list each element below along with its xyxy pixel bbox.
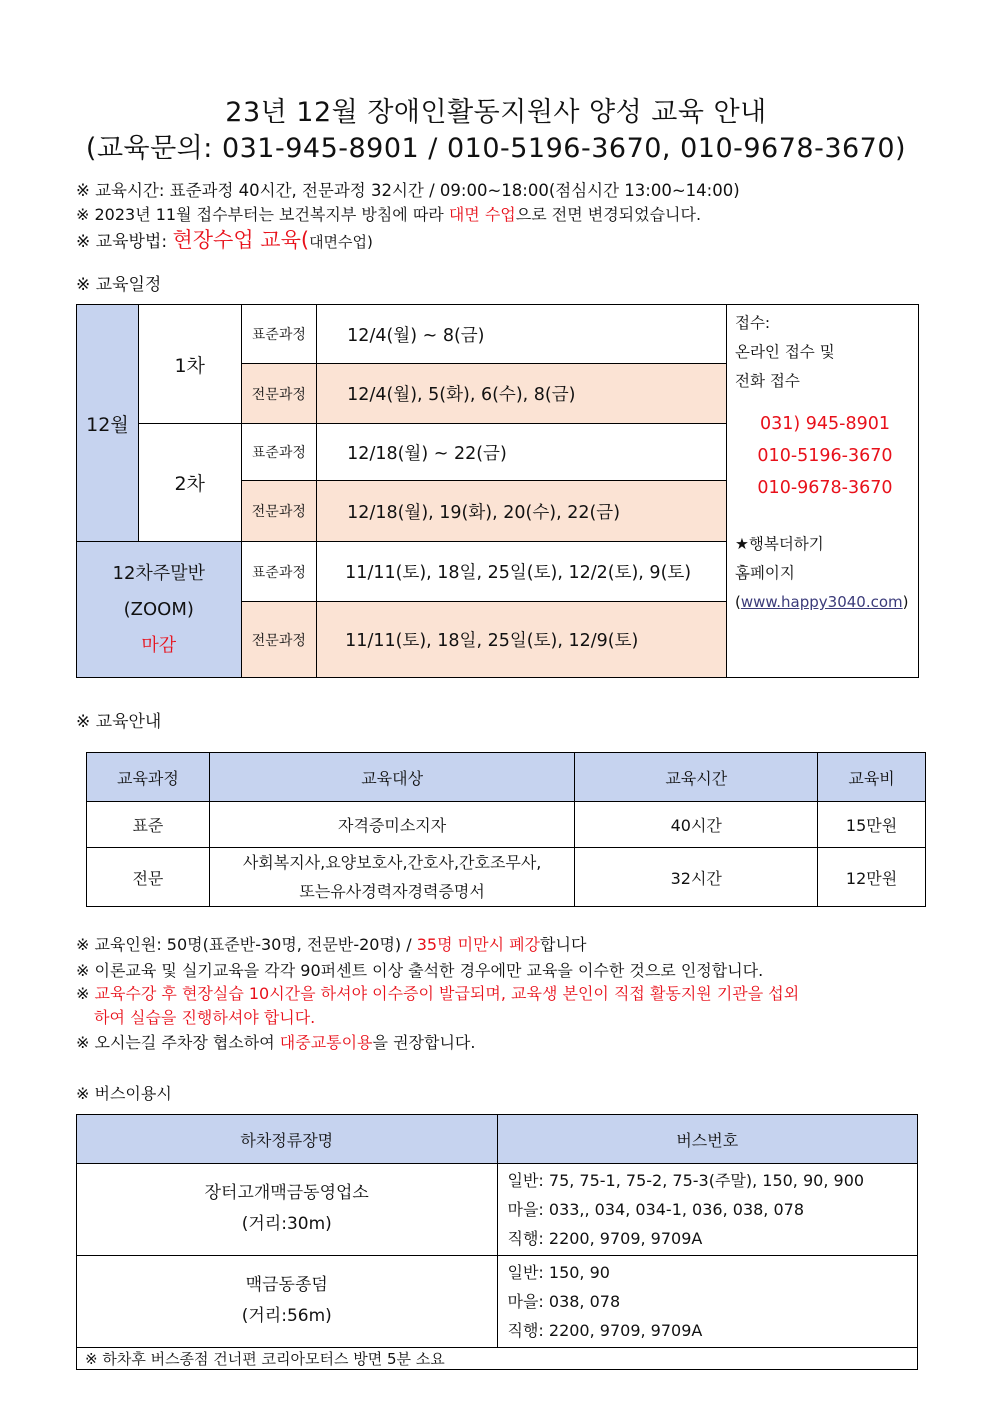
reception-label: 접수: bbox=[734, 314, 771, 332]
bus-stop-distance: (거리:56m) bbox=[241, 1306, 332, 1327]
note-change bbox=[76, 202, 701, 225]
r2-pro-label: 전문과정 bbox=[241, 481, 317, 542]
bus-line: 일반: 75, 75-1, 75-2, 75-3(주말), 150, 90, 900 bbox=[507, 1170, 865, 1190]
bus-lines-cell bbox=[497, 1255, 918, 1347]
note-change-red: 대면 수업 bbox=[448, 205, 516, 224]
table-row bbox=[77, 1255, 918, 1347]
round2-cell: 2차 bbox=[138, 424, 241, 542]
info-practice bbox=[76, 981, 799, 1004]
bus-stop-name: 장터고개맥금동영업소 bbox=[204, 1183, 369, 1204]
info-capacity-red: 35명 미만시 폐강 bbox=[416, 935, 541, 954]
guide-target-line1: 사회복지사,요양보호사,간호사,간호조무사, bbox=[242, 853, 542, 872]
homepage-line1: ★행복더하기 bbox=[734, 535, 824, 553]
r2-std-dates: 12/18(월) ~ 22(금) bbox=[317, 424, 727, 481]
info-practice-line1: 교육수강 후 현장실습 10시간을 하셔야 이수증이 발급되며, 교육생 본인이 직접 활동지원 기관을 섭외 bbox=[94, 984, 800, 1003]
guide-hours: 40시간 bbox=[575, 802, 818, 848]
table-row bbox=[77, 1164, 918, 1255]
note-method bbox=[76, 224, 373, 254]
bus-stop-distance: (거리:30m) bbox=[241, 1214, 332, 1235]
wk-std-dates: 11/11(토), 18일, 25일(토), 12/2(토), 9(토) bbox=[317, 542, 727, 602]
note-method-post: 대면수업) bbox=[309, 233, 373, 251]
bus-header-number: 버스번호 bbox=[497, 1115, 918, 1164]
bus-table bbox=[76, 1114, 918, 1370]
guide-fee: 15만원 bbox=[818, 802, 926, 848]
r1-pro-dates: 12/4(월), 5(화), 6(수), 8(금) bbox=[317, 364, 727, 424]
bus-line: 마을: 033,, 034, 034-1, 036, 038, 078 bbox=[507, 1199, 805, 1219]
info-parking-red: 대중교통이용 bbox=[279, 1033, 373, 1052]
bus-stop-name: 맥금동종덤 bbox=[245, 1275, 328, 1296]
guide-header-hours: 교육시간 bbox=[575, 753, 818, 802]
bus-footer-note: ※ 하차후 버스종점 건너편 코리아모터스 방면 5분 소요 bbox=[77, 1347, 918, 1369]
info-practice-line2: 하여 실습을 진행하셔야 합니다. bbox=[94, 1008, 316, 1027]
note-method-red: 현장수업 교육( bbox=[172, 228, 310, 252]
phone-3: 010-9678-3670 bbox=[757, 478, 893, 498]
homepage-line2: 홈페이지 bbox=[734, 564, 795, 582]
weekend-line2: (ZOOM) bbox=[123, 598, 194, 620]
note-change-post: 으로 전면 변경되었습니다. bbox=[515, 205, 702, 224]
note-method-pre: ※ 교육방법: bbox=[76, 232, 173, 252]
info-attendance: ※ 이론교육 및 실기교육을 각각 90퍼센트 이상 출석한 경우에만 교육을 이수한 것으로 인정합니다. bbox=[76, 961, 764, 980]
info-parking-pre: ※ 오시는길 주차장 협소하여 bbox=[76, 1033, 280, 1052]
r1-std-label: 표준과정 bbox=[241, 305, 317, 364]
r2-std-label: 표준과정 bbox=[241, 424, 317, 481]
guide-hours: 32시간 bbox=[575, 848, 818, 907]
bus-stop-cell bbox=[77, 1164, 498, 1255]
r2-pro-dates: 12/18(월), 19(화), 20(수), 22(금) bbox=[317, 481, 727, 542]
info-capacity bbox=[76, 932, 586, 955]
guide-target-line2: 또는유사경력자경력증명서 bbox=[299, 882, 485, 901]
guide-header-fee: 교육비 bbox=[818, 753, 926, 802]
table-row bbox=[87, 802, 926, 848]
guide-course: 전문 bbox=[87, 848, 210, 907]
r1-pro-label: 전문과정 bbox=[241, 364, 317, 424]
page-title: 23년 12월 장애인활동지원사 양성 교육 안내 bbox=[225, 97, 767, 128]
wk-pro-label: 전문과정 bbox=[241, 602, 317, 678]
round1-cell: 1차 bbox=[138, 305, 241, 424]
month-cell: 12월 bbox=[77, 305, 139, 542]
guide-header-target: 교육대상 bbox=[209, 753, 575, 802]
homepage-link[interactable]: www.happy3040.com bbox=[740, 593, 903, 611]
table-row bbox=[87, 848, 926, 907]
reception-phone: 전화 접수 bbox=[734, 372, 800, 390]
guide-target bbox=[209, 848, 575, 907]
wk-pro-dates: 11/11(토), 18일, 25일(토), 12/9(토) bbox=[317, 602, 727, 678]
info-capacity-post: 합니다 bbox=[540, 935, 587, 954]
r1-std-dates: 12/4(월) ~ 8(금) bbox=[317, 305, 727, 364]
bus-line: 직행: 2200, 9709, 9709A bbox=[507, 1228, 703, 1248]
contact-line: (교육문의: 031-945-8901 / 010-5196-3670, 010-9678-3670) bbox=[85, 133, 907, 164]
info-parking-post: 을 권장합니다. bbox=[372, 1033, 476, 1052]
bus-line: 마을: 038, 078 bbox=[507, 1291, 621, 1311]
info-parking bbox=[76, 1030, 475, 1053]
guide-fee: 12만원 bbox=[818, 848, 926, 907]
schedule-section-title: ※ 교육일정 bbox=[76, 275, 162, 295]
reception-info bbox=[726, 305, 918, 678]
info-practice-mark: ※ bbox=[76, 984, 95, 1003]
bus-lines-cell bbox=[497, 1164, 918, 1255]
guide-header-course: 교육과정 bbox=[87, 753, 210, 802]
bus-line: 직행: 2200, 9709, 9709A bbox=[507, 1320, 703, 1340]
bus-line: 일반: 150, 90 bbox=[507, 1262, 610, 1282]
homepage-url-wrap: (www.happy3040.com) bbox=[734, 593, 909, 611]
bus-section-title: ※ 버스이용시 bbox=[76, 1084, 172, 1103]
weekend-closed: 마감 bbox=[141, 634, 177, 656]
note-time: ※ 교육시간: 표준과정 40시간, 전문과정 32시간 / 09:00~18:00(점심시간 13:00~14:00) bbox=[76, 181, 740, 200]
guide-course: 표준 bbox=[87, 802, 210, 848]
schedule-table bbox=[76, 304, 919, 678]
note-change-pre: ※ 2023년 11월 접수부터는 보건복지부 방침에 따라 bbox=[76, 205, 449, 224]
guide-table bbox=[86, 752, 926, 907]
phone-2: 010-5196-3670 bbox=[757, 446, 893, 466]
info-capacity-pre: ※ 교육인원: 50명(표준반-30명, 전문반-20명) / bbox=[76, 935, 417, 954]
bus-header-stop: 하차정류장명 bbox=[77, 1115, 498, 1164]
wk-std-label: 표준과정 bbox=[241, 542, 317, 602]
phone-1: 031) 945-8901 bbox=[759, 414, 890, 434]
weekend-line1: 12차주말반 bbox=[112, 562, 205, 584]
bus-stop-cell bbox=[77, 1255, 498, 1347]
guide-section-title: ※ 교육안내 bbox=[76, 712, 162, 732]
weekend-cell bbox=[77, 542, 242, 678]
reception-online: 온라인 접수 및 bbox=[734, 343, 835, 361]
guide-target: 자격증미소지자 bbox=[209, 802, 575, 848]
